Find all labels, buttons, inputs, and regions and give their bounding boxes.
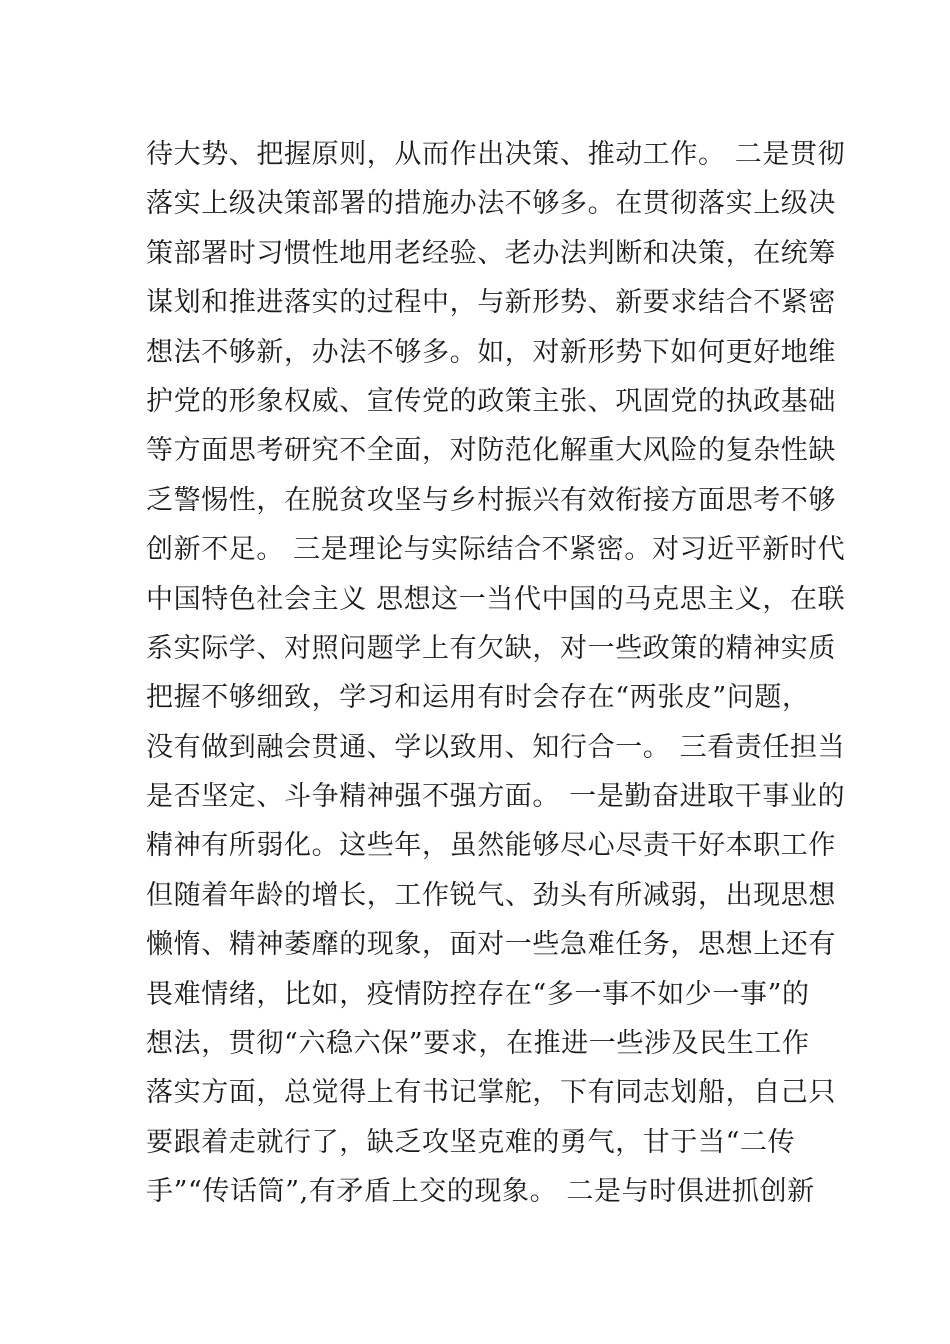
text-line: 但随着年龄的增长，工作锐气、劲头有所减弱，出现思想 (146, 879, 836, 911)
text-line: 等方面思考研究不全面，对防范化解重大风险的复杂性缺 (146, 435, 836, 467)
text-line: 中国特色社会主义 思想这一当代中国的马克思主义，在联 (146, 583, 846, 615)
text-line: 要跟着走就行了，缺乏攻坚克难的勇气，甘于当“二传 (146, 1126, 796, 1158)
text-line: 想法不够新，办法不够多。如，对新形势下如何更好地维 (146, 336, 836, 368)
text-line: 策部署时习惯性地用老经验、老办法判断和决策，在统筹 (146, 237, 836, 269)
text-line: 护党的形象权威、宣传党的政策主张、巩固党的执政基础 (146, 385, 836, 417)
text-line: 想法，贯彻“六稳六保”要求，在推进一些涉及民生工作 (146, 1028, 810, 1060)
text-line: 创新不足。 三是理论与实际结合不紧密。对习近平新时代 (146, 534, 846, 566)
text-line: 谋划和推进落实的过程中，与新形势、新要求结合不紧密 (146, 287, 836, 319)
text-line: 是否坚定、斗争精神强不强方面。 一是勤奋进取干事业的 (146, 781, 846, 813)
text-line: 落实上级决策部署的措施办法不够多。在贯彻落实上级决 (146, 188, 836, 220)
text-line: 系实际学、对照问题学上有欠缺，对一些政策的精神实质 (146, 632, 836, 664)
text-line: 把握不够细致，学习和运用有时会存在“两张皮”问题， (146, 682, 810, 714)
text-line: 畏难情绪，比如，疫情防控存在“多一事不如少一事”的 (146, 978, 810, 1010)
text-line: 精神有所弱化。这些年，虽然能够尽心尽责干好本职工作 (146, 830, 836, 862)
text-line: 落实方面，总觉得上有书记掌舵，下有同志划船，自己只 (146, 1077, 836, 1109)
text-line: 没有做到融会贯通、学以致用、知行合一。 三看责任担当 (146, 731, 846, 763)
text-line: 懒惰、精神萎靡的现象，面对一些急难任务，思想上还有 (146, 929, 836, 961)
text-line: 手”“传话筒”,有矛盾上交的现象。 二是与时俱进抓创新 (146, 1176, 815, 1208)
text-line: 待大势、把握原则，从而作出决策、推动工作。 二是贯彻 (146, 139, 846, 170)
text-line: 乏警惕性，在脱贫攻坚与乡村振兴有效衔接方面思考不够 (146, 484, 836, 516)
body-text (146, 130, 846, 1217)
